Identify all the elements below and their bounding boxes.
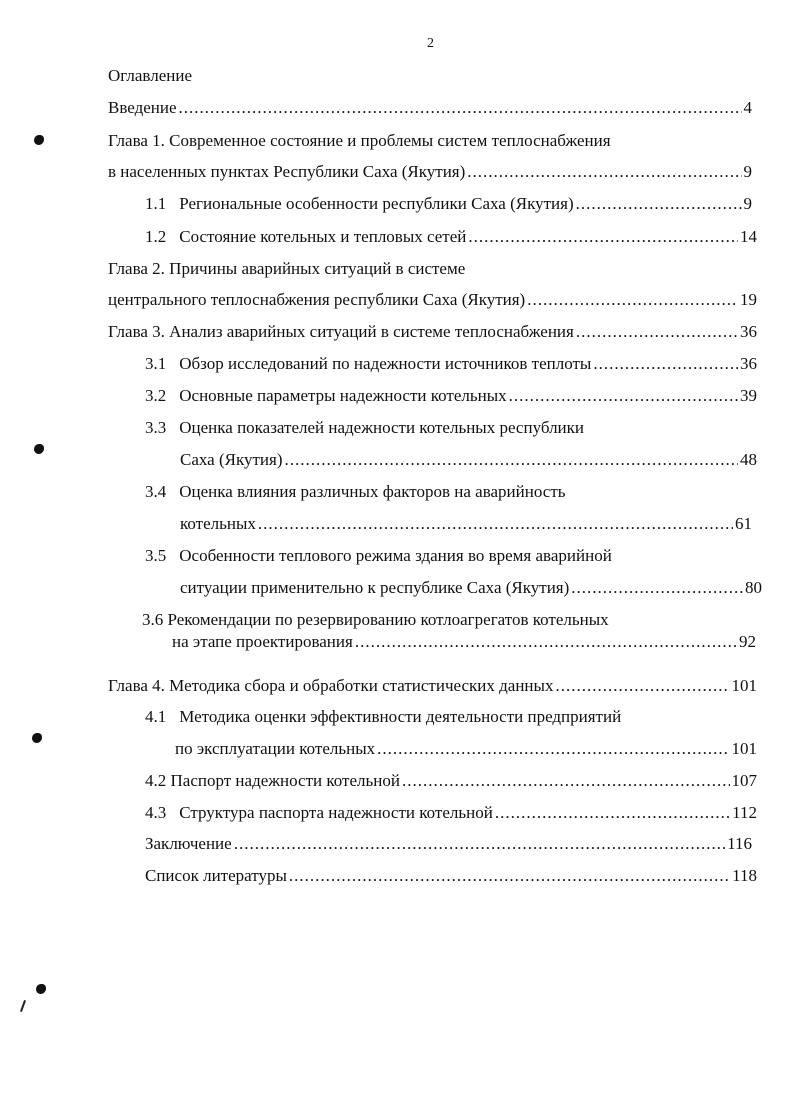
section-number: 3.6 [142,610,164,629]
toc-chapter-1-title[interactable]: Глава 1. Современное состояние и проблемы систем теплоснабжения [108,131,611,150]
toc-entry-page: 101 [731,739,757,758]
leader-dots [258,512,733,536]
binder-hole-mark [34,135,44,145]
toc-section-3-6-title[interactable] [142,608,609,632]
toc-entry-text: Рекомендации по резервированию котлоагрегатов котельных [167,610,609,629]
toc-entry-page: 14 [740,227,757,246]
toc-entry-page: 39 [740,386,757,405]
toc-entry-text: Оценка показателей надежности котельных республики [179,418,585,437]
toc-entry-text: Региональные особенности республики Саха (Якутия) [179,194,574,213]
section-number: 3.1 [145,354,167,373]
toc-section-4-1[interactable] [175,737,757,761]
toc-entry-text: Глава 3. Анализ аварийных ситуаций в системе теплоснабжения [108,322,574,341]
section-number: 4.1 [145,707,167,726]
leader-dots [555,674,729,698]
toc-conclusion[interactable] [145,832,752,856]
toc-chapter-2-title[interactable]: Глава 2. Причины аварийных ситуаций в системе [108,259,466,278]
toc-references[interactable] [145,864,757,888]
toc-entry-page: 19 [740,290,757,309]
leader-dots [468,225,738,249]
leader-dots [576,320,738,344]
section-number: 3.2 [145,386,167,405]
toc-entry-text: Особенности теплового режима здания во время аварийной [179,546,612,565]
toc-entry-page: 112 [732,803,757,822]
leader-dots [571,576,743,600]
leader-dots [402,769,730,793]
leader-dots [527,288,738,312]
toc-chapter-4[interactable] [108,674,757,698]
toc-entry-page: 36 [740,322,757,341]
scan-artifact [20,1000,26,1012]
toc-section-3-3-title[interactable] [145,416,584,440]
binder-hole-mark [36,984,46,994]
leader-dots [355,630,737,654]
toc-entry-page: 92 [739,632,756,651]
toc-entry-text: Структура паспорта надежности котельной [179,803,493,822]
toc-entry-page: 116 [727,834,752,853]
section-number: 1.2 [145,227,167,246]
toc-entry-page: 9 [743,162,752,181]
toc-section-1-2[interactable] [145,225,757,249]
toc-chapter-2[interactable] [108,288,757,312]
toc-section-3-4[interactable] [180,512,752,536]
toc-entry-text: Обзор исследований по надежности источников теплоты [179,354,592,373]
toc-title: Оглавление [108,66,192,85]
toc-entry-page: 61 [735,514,752,533]
toc-entry-text: 4.2 Паспорт надежности котельной [145,771,400,790]
toc-entry-text: Заключение [145,834,232,853]
toc-section-3-5[interactable] [180,576,762,600]
binder-hole-mark [32,733,42,743]
toc-section-4-3[interactable] [145,801,757,825]
leader-dots [289,864,730,888]
toc-entry-page: 48 [740,450,757,469]
toc-entry-page: 80 [745,578,762,597]
leader-dots [509,384,738,408]
toc-entry-text: Основные параметры надежности котельных [179,386,507,405]
toc-entry-intro[interactable] [108,96,752,120]
toc-entry-text: Глава 4. Методика сбора и обработки статистических данных [108,676,554,695]
section-number: 3.5 [145,546,167,565]
toc-entry-text: Состояние котельных и тепловых сетей [179,227,467,246]
section-number: 1.1 [145,194,167,213]
toc-section-3-6[interactable] [172,630,756,654]
toc-entry-text: ситуации применительно к республике Саха (Якутия) [180,578,570,597]
leader-dots [179,96,742,120]
leader-dots [576,192,742,216]
toc-entry-page: 9 [743,194,752,213]
toc-entry-page: 118 [732,866,757,885]
toc-section-3-4-title[interactable] [145,480,566,504]
toc-entry-text: Введение [108,98,177,117]
toc-entry-text: по эксплуатации котельных [175,739,376,758]
toc-entry-text: Методика оценки эффективности деятельности предприятий [179,707,622,726]
toc-entry-text: на этапе проектирования [172,632,353,651]
toc-chapter-3[interactable] [108,320,757,344]
section-number: 3.3 [145,418,167,437]
toc-entry-page: 36 [740,354,757,373]
toc-entry-text: Список литературы [145,866,287,885]
toc-section-4-2[interactable] [145,769,757,793]
page-number: 2 [427,36,434,51]
section-number: 3.4 [145,482,167,501]
toc-entry-text: Оценка влияния различных факторов на аварийность [179,482,566,501]
leader-dots [234,832,725,856]
toc-entry-page: 107 [731,771,757,790]
toc-section-3-2[interactable] [145,384,757,408]
toc-entry-page: 101 [731,676,757,695]
toc-chapter-1[interactable] [108,160,752,184]
toc-section-3-1[interactable] [145,352,757,376]
leader-dots [593,352,738,376]
toc-entry-page: 4 [743,98,752,117]
toc-section-3-5-title[interactable] [145,544,612,568]
leader-dots [377,737,729,761]
toc-entry-text: Саха (Якутия) [180,450,283,469]
toc-section-4-1-title[interactable] [145,705,621,729]
toc-entry-text: в населенных пунктах Республики Саха (Якутия) [108,162,466,181]
section-number: 4.3 [145,803,167,822]
toc-section-3-3[interactable] [180,448,757,472]
toc-entry-text: центрального теплоснабжения республики Саха (Якутия) [108,290,526,309]
toc-entry-text: котельных [180,514,256,533]
leader-dots [467,160,741,184]
toc-section-1-1[interactable] [145,192,752,216]
leader-dots [495,801,730,825]
leader-dots [284,448,738,472]
binder-hole-mark [34,444,44,454]
